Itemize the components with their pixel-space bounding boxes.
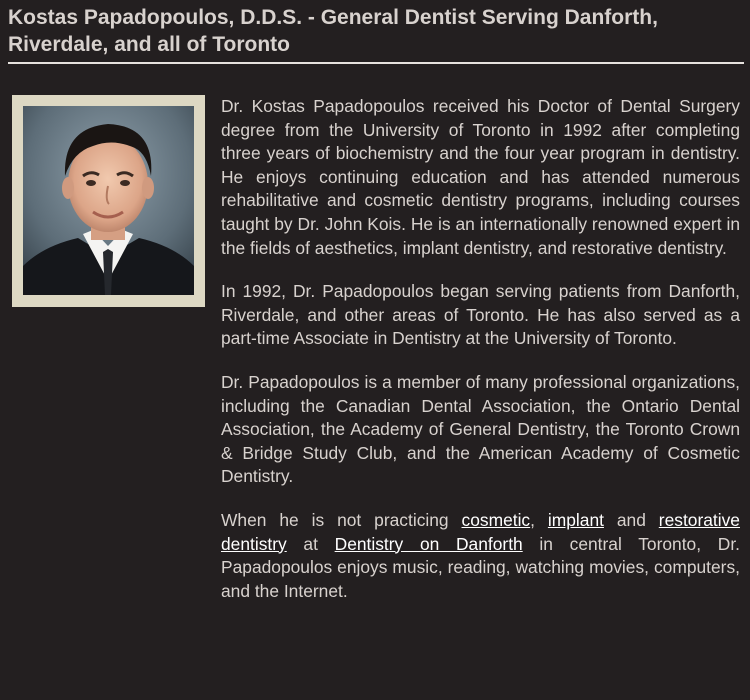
photo-frame bbox=[12, 95, 205, 307]
bio-paragraph-hobbies bbox=[221, 509, 740, 603]
portrait-photo-icon bbox=[23, 106, 194, 295]
bio-paragraph-education: Dr. Kostas Papadopoulos received his Doctor of Dental Surgery degree from the University of Toronto in 1992 after completing three years of biochemistry and the four year program in dentistry. He enjoys continuing education and has attended numerous rehabilitative and cosmetic dentistry programs, including courses taught by Dr. John Kois. He is an internationally renowned expert in the fields of aesthetics, implant dentistry, and restorative dentistry. bbox=[221, 96, 740, 258]
implant-link[interactable]: implant bbox=[547, 509, 604, 530]
dentistry-on-danforth-link[interactable]: Dentistry on Danforth bbox=[334, 533, 523, 554]
title-divider bbox=[8, 62, 744, 64]
bio-paragraph-memberships: Dr. Papadopoulos is a member of many professional organizations, including the Canadian Dental Association, the Ontario Dental Association, the Academy of General Dentistry, the Toronto Crown & Bridge Study Club, and the American Academy of Cosmetic Dentistry. bbox=[221, 371, 740, 487]
biography bbox=[221, 95, 740, 623]
text-fragment: at bbox=[286, 533, 335, 554]
page-title: Kostas Papadopoulos, D.D.S. - General Dentist Serving Danforth, Riverdale, and all of Toronto bbox=[8, 6, 658, 56]
text-fragment: and bbox=[603, 509, 659, 530]
restorative-dentistry-link[interactable]: restorative dentistry bbox=[221, 509, 740, 554]
cosmetic-link[interactable]: cosmetic bbox=[461, 509, 531, 530]
bio-paragraph-career: In 1992, Dr. Papadopoulos began serving patients from Danforth, Riverdale, and other areas of Toronto. He has also served as a part-time Associate in Dentistry at the University of Toronto. bbox=[221, 281, 740, 349]
text-fragment: When he is not practicing bbox=[221, 509, 462, 530]
text-fragment: in central Toronto, Dr. Papadopoulos enjoys music, reading, watching movies, computers, and the Internet. bbox=[221, 533, 740, 601]
text-fragment: , bbox=[530, 509, 548, 530]
